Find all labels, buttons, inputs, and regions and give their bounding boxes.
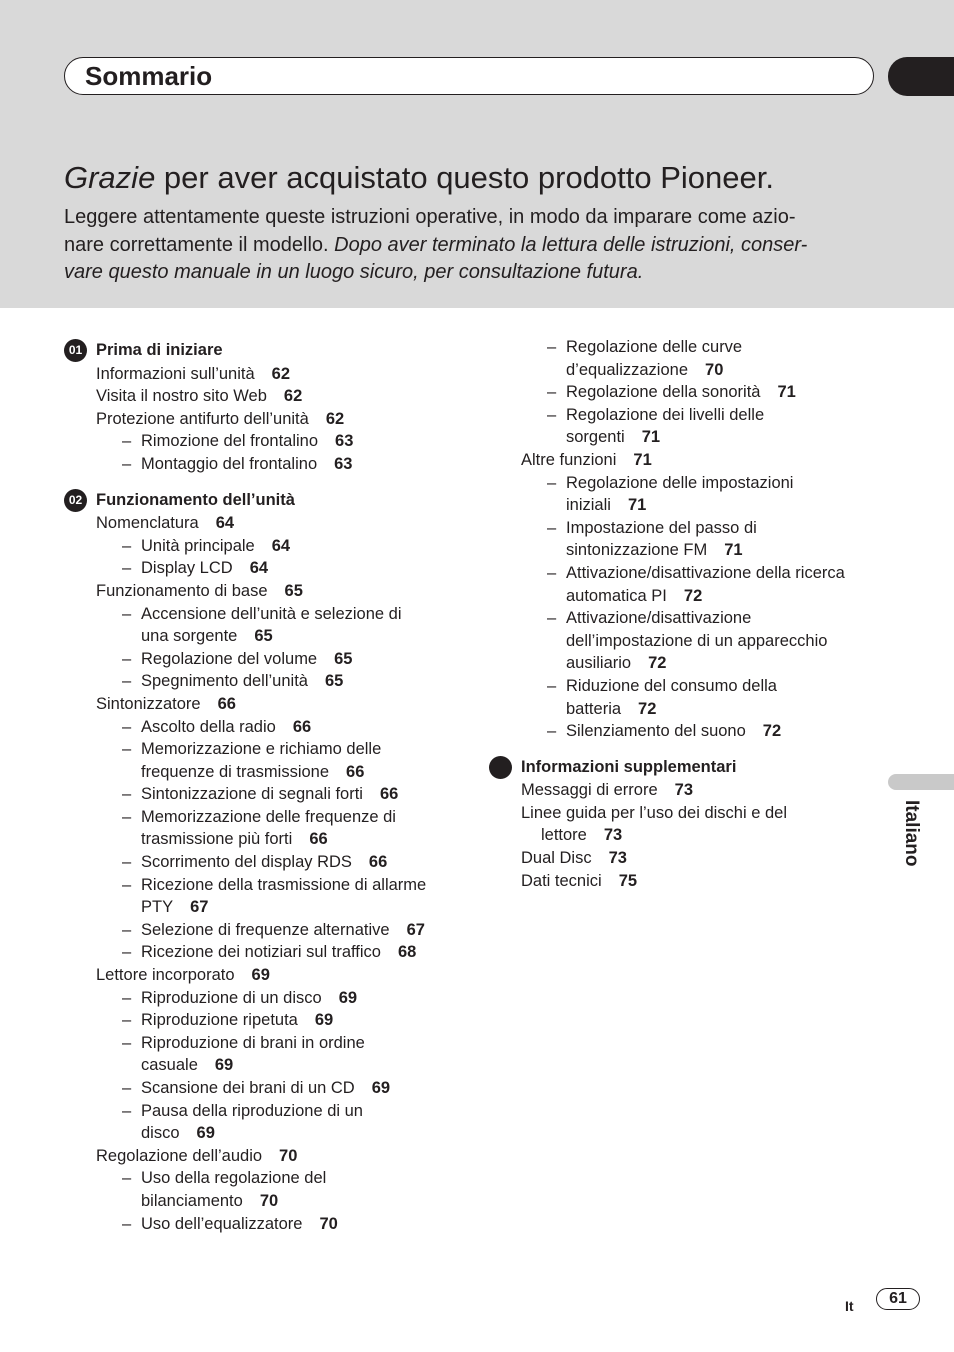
footer-language: It [845, 1298, 854, 1314]
toc-page-number: 68 [397, 943, 417, 962]
section-title-pill [64, 57, 874, 95]
toc-page-number: 70 [259, 1191, 279, 1210]
toc-entry-title: Prima di iniziare [96, 341, 223, 359]
toc-entry-title: Uso dell’equalizzatore [141, 1214, 303, 1233]
dash-bullet: – [122, 1169, 132, 1188]
toc-subentry [96, 535, 426, 558]
toc-entry-title: una sorgente [141, 627, 238, 646]
toc-page-number: 73 [674, 781, 693, 800]
toc-entry [96, 363, 426, 386]
dash-bullet: – [122, 1011, 132, 1030]
toc-entry-title: Riproduzione di un disco [141, 988, 322, 1007]
section-number-badge: 01 [64, 339, 87, 362]
dash-bullet: – [547, 722, 557, 741]
toc-entry-title: Ricezione dei notiziari sul traffico [141, 943, 381, 962]
section-spacer [96, 476, 426, 489]
toc-subentry [521, 562, 845, 585]
toc-entry-title: Regolazione del volume [141, 649, 318, 668]
toc-subentry-continuation [521, 359, 845, 382]
toc-entry-title: Display LCD [141, 559, 233, 578]
toc-entry-title: Ricezione della trasmissione di allarme [141, 875, 427, 894]
section-title: Sommario [85, 61, 213, 91]
toc-entry-title: Accensione dell’unità e selezione di [141, 604, 402, 623]
toc-subentry [96, 851, 426, 874]
toc-entry [521, 779, 845, 802]
toc-entry-title: disco [141, 1124, 180, 1143]
toc-entry-title: ausiliario [566, 654, 632, 673]
toc-page-number: 69 [371, 1079, 391, 1097]
toc-page-number: 71 [724, 541, 743, 560]
toc-entry [96, 964, 426, 987]
toc-entry-title: Attivazione/disattivazione della ricerca [566, 563, 845, 582]
toc-entry-title: Pausa della riproduzione di un [141, 1101, 363, 1120]
toc-subentry-continuation [521, 652, 845, 675]
toc-entry-title: Linee guida per l’uso dei dischi e del [521, 803, 788, 822]
toc-subentry [521, 607, 845, 630]
toc-page-number: 69 [314, 1011, 334, 1030]
toc-subentry [96, 806, 426, 829]
toc-subentry-continuation [521, 494, 845, 517]
dash-bullet: – [547, 563, 557, 582]
intro-line-1: Leggere attentamente queste istruzioni operative, in modo da imparare come azio- [64, 206, 796, 228]
toc-subentry-continuation [96, 1122, 426, 1145]
toc-subentry [96, 1009, 426, 1032]
toc-entry-title: Regolazione delle impostazioni [566, 473, 794, 492]
toc-entry-title: sintonizzazione FM [566, 541, 708, 560]
toc-entry-title: casuale [141, 1056, 198, 1075]
toc-subentry [96, 1167, 426, 1190]
toc-entry [96, 1145, 426, 1168]
toc-entry-title: Riproduzione ripetuta [141, 1011, 298, 1030]
dash-bullet: – [122, 454, 132, 473]
toc-subentry [96, 1077, 426, 1100]
toc-page-number: 75 [618, 871, 638, 890]
toc-entry-title: Nomenclatura [96, 514, 199, 533]
toc-entry-title: Spegnimento dell’unità [141, 672, 308, 691]
dash-bullet: – [547, 383, 557, 402]
toc-page-number: 62 [271, 364, 291, 383]
toc-page-number: 62 [283, 387, 303, 406]
toc-entry-title: frequenze di trasmissione [141, 762, 330, 781]
toc-subentry-continuation [521, 539, 845, 562]
toc-subentry [521, 517, 845, 540]
toc-entry [96, 580, 426, 603]
dash-bullet: – [547, 338, 557, 356]
toc-entry-title: Attivazione/disattivazione [566, 609, 752, 628]
toc-section-heading [521, 756, 845, 779]
toc-subentry [96, 557, 426, 580]
page-headline [64, 160, 774, 196]
toc-page-number: 64 [215, 514, 235, 533]
dash-bullet: – [122, 875, 132, 894]
toc-entry-continuation [521, 824, 845, 847]
dash-bullet: – [122, 559, 132, 578]
toc-page-number: 69 [196, 1124, 215, 1143]
toc-subentry-continuation [96, 1054, 426, 1077]
dash-bullet: – [122, 1079, 132, 1097]
toc-page-number: 73 [603, 826, 623, 845]
toc-entry-title: Protezione antifurto dell’unità [96, 409, 309, 428]
toc-page-number: 62 [325, 409, 345, 428]
toc-subentry [521, 675, 845, 698]
dash-bullet: – [122, 717, 132, 736]
toc-entry [96, 512, 426, 535]
toc-subentry-continuation [96, 761, 426, 784]
toc-subentry-continuation [96, 828, 426, 851]
toc-page-number: 72 [638, 699, 657, 718]
language-side-tab [888, 774, 954, 790]
toc-page-number: 69 [251, 966, 270, 985]
dash-bullet: – [122, 988, 132, 1007]
toc-entry-title: Ascolto della radio [141, 717, 276, 736]
dash-bullet: – [122, 785, 132, 804]
toc-entry-title: Informazioni supplementari [521, 757, 737, 776]
toc-page-number: 70 [705, 360, 724, 379]
toc-entry-title: batteria [566, 699, 622, 718]
toc-subentry [96, 1213, 426, 1236]
toc-page-number: 66 [368, 853, 388, 872]
toc-subentry [96, 919, 426, 942]
toc-entry-title: Scorrimento del display RDS [141, 853, 352, 872]
toc-page-number: 72 [683, 586, 703, 605]
intro-paragraph [64, 204, 874, 287]
toc-subentry [96, 874, 426, 897]
toc-entry-title: Sintonizzazione di segnali forti [141, 785, 363, 804]
intro-line-3: vare questo manuale in un luogo sicuro, per consultazione futura. [64, 261, 644, 283]
dash-bullet: – [122, 432, 132, 451]
headline-text: per aver acquistato questo prodotto Pioneer. [155, 160, 774, 195]
toc-subentry-continuation [521, 585, 845, 608]
toc-entry-title: dell’impostazione di un apparecchio [566, 631, 828, 650]
toc-entry-title: Regolazione dei livelli delle [566, 405, 765, 424]
toc-entry-title: Memorizzazione e richiamo delle [141, 740, 382, 759]
toc-page-number: 64 [271, 536, 291, 555]
dash-bullet: – [122, 672, 132, 691]
intro-line-2 [64, 232, 874, 260]
toc-entry-title: sorgenti [566, 428, 625, 447]
intro-line-2-italic: Dopo aver terminato la lettura delle istruzioni, conser- [334, 233, 808, 256]
toc-subentry [96, 648, 426, 671]
toc-page-number: 64 [249, 559, 269, 578]
dash-bullet: – [547, 609, 557, 628]
toc-page-number: 66 [346, 762, 365, 781]
toc-page-number: 65 [324, 672, 344, 691]
toc-subentry [96, 941, 426, 964]
toc-page-number: 71 [627, 496, 647, 515]
toc-page-number: 72 [648, 654, 667, 673]
toc-subentry [521, 381, 845, 404]
page-number: 61 [876, 1288, 920, 1310]
toc-subentry [521, 720, 845, 743]
toc-page-number: 66 [292, 717, 312, 736]
toc-subentry-continuation [96, 1190, 426, 1213]
toc-entry-title: Unità principale [141, 536, 255, 555]
toc-entry-title: bilanciamento [141, 1191, 243, 1210]
toc-page-number: 65 [334, 649, 353, 668]
dash-bullet: – [122, 1033, 132, 1052]
toc-page-number: 70 [319, 1214, 338, 1233]
toc-subentry-continuation [521, 698, 845, 721]
toc-entry-title: Montaggio del frontalino [141, 454, 318, 473]
toc-entry-title: Lettore incorporato [96, 966, 235, 985]
toc-page-number: 71 [641, 428, 661, 447]
toc-entry-title: Silenziamento del suono [566, 722, 746, 741]
toc-subentry [96, 603, 426, 626]
toc-subentry-continuation [521, 630, 845, 653]
toc-entry-title: trasmissione più forti [141, 830, 293, 849]
toc-page-number: 72 [762, 722, 782, 741]
toc-subentry [96, 1032, 426, 1055]
toc-entry-title: Regolazione dell’audio [96, 1146, 263, 1165]
toc-entry-title: Riduzione del consumo della [566, 676, 777, 695]
toc-subentry [96, 987, 426, 1010]
toc-entry-title: iniziali [566, 496, 611, 515]
headline-italic: Grazie [64, 160, 156, 195]
toc-subentry [521, 472, 845, 495]
dash-bullet: – [122, 943, 132, 962]
toc-entry-title: Funzionamento di base [96, 581, 268, 600]
dash-bullet: – [547, 473, 557, 492]
dash-bullet: – [122, 807, 132, 826]
toc-entry-title: Selezione di frequenze alternative [141, 920, 390, 939]
dash-bullet: – [122, 649, 132, 668]
toc-entry-title: Uso della regolazione del [141, 1169, 327, 1188]
toc-page-number: 65 [254, 627, 273, 646]
toc-left-column [68, 339, 427, 1235]
toc-section-heading [68, 489, 426, 512]
dash-bullet: – [122, 740, 132, 759]
toc-page-number: 66 [379, 785, 399, 804]
toc-entry [96, 408, 426, 431]
toc-entry-title: Riproduzione di brani in ordine [141, 1033, 365, 1052]
toc-entry [521, 870, 845, 893]
intro-line-2-plain: nare correttamente il modello. [64, 233, 335, 256]
toc-entry-title: Rimozione del frontalino [141, 432, 319, 451]
toc-page-number: 65 [284, 581, 303, 600]
toc-entry [96, 385, 426, 408]
toc-page-number: 69 [338, 988, 358, 1007]
toc-page-number: 71 [633, 450, 652, 469]
toc-entry-title: Informazioni sull’unità [96, 364, 255, 383]
toc-entry-title: Funzionamento dell’unità [96, 490, 295, 509]
toc-entry-title: Regolazione delle curve [566, 338, 743, 356]
toc-subentry-continuation [521, 426, 845, 449]
toc-page-number: 69 [214, 1056, 234, 1075]
toc-subentry [521, 336, 845, 359]
dash-bullet: – [547, 405, 557, 424]
toc-entry-title: Dual Disc [521, 849, 592, 868]
dash-bullet: – [122, 1214, 132, 1233]
toc-entry-title: automatica PI [566, 586, 667, 605]
toc-subentry [521, 404, 845, 427]
dash-bullet: – [122, 920, 132, 939]
toc-subentry [96, 783, 426, 806]
toc-subentry [96, 670, 426, 693]
toc-subentry [96, 1100, 426, 1123]
dash-bullet: – [122, 1101, 132, 1120]
toc-entry-title: lettore [541, 826, 587, 845]
toc-page-number: 70 [279, 1146, 298, 1165]
toc-subentry [96, 738, 426, 761]
dash-bullet: – [547, 676, 557, 695]
toc-page-number: 66 [217, 694, 236, 713]
toc-subentry [96, 430, 426, 453]
toc-page-number: 67 [190, 898, 209, 917]
toc-entry-title: Visita il nostro sito Web [96, 387, 267, 406]
dash-bullet: – [122, 604, 132, 623]
toc-entry-title: Dati tecnici [521, 871, 602, 890]
language-side-label: Italiano [901, 800, 922, 867]
section-number-badge [489, 756, 512, 779]
section-tab-marker [888, 57, 954, 96]
dash-bullet: – [547, 518, 557, 537]
toc-section-heading [68, 339, 426, 362]
toc-entry-title: d’equalizzazione [566, 360, 689, 379]
toc-subentry [96, 453, 426, 476]
dash-bullet: – [122, 853, 132, 872]
toc-entry-title: Sintonizzatore [96, 694, 201, 713]
toc-page-number: 73 [608, 849, 627, 868]
toc-entry-title: Messaggi di errore [521, 781, 658, 800]
toc-entry-title: Scansione dei brani di un CD [141, 1079, 355, 1097]
toc-entry-title: Regolazione della sonorità [566, 383, 761, 402]
section-spacer [521, 743, 845, 756]
toc-subentry-continuation [96, 625, 426, 648]
section-number-badge: 02 [64, 489, 87, 512]
toc-entry-title: PTY [141, 898, 174, 917]
toc-entry [96, 693, 426, 716]
toc-page-number: 67 [406, 920, 425, 939]
toc-page-number: 63 [334, 454, 353, 473]
toc-entry-title: Impostazione del passo di [566, 518, 757, 537]
toc-subentry-continuation [96, 896, 426, 919]
toc-page-number: 71 [777, 383, 796, 402]
toc-subentry [96, 716, 426, 739]
toc-entry [521, 449, 845, 472]
toc-page-number: 66 [309, 830, 328, 849]
toc-entry-title: Altre funzioni [521, 450, 617, 469]
toc-entry [521, 847, 845, 870]
toc-page-number: 63 [335, 432, 354, 451]
dash-bullet: – [122, 536, 132, 555]
toc-entry-title: Memorizzazione delle frequenze di [141, 807, 396, 826]
toc-right-column [521, 336, 845, 892]
toc-entry [521, 802, 845, 825]
